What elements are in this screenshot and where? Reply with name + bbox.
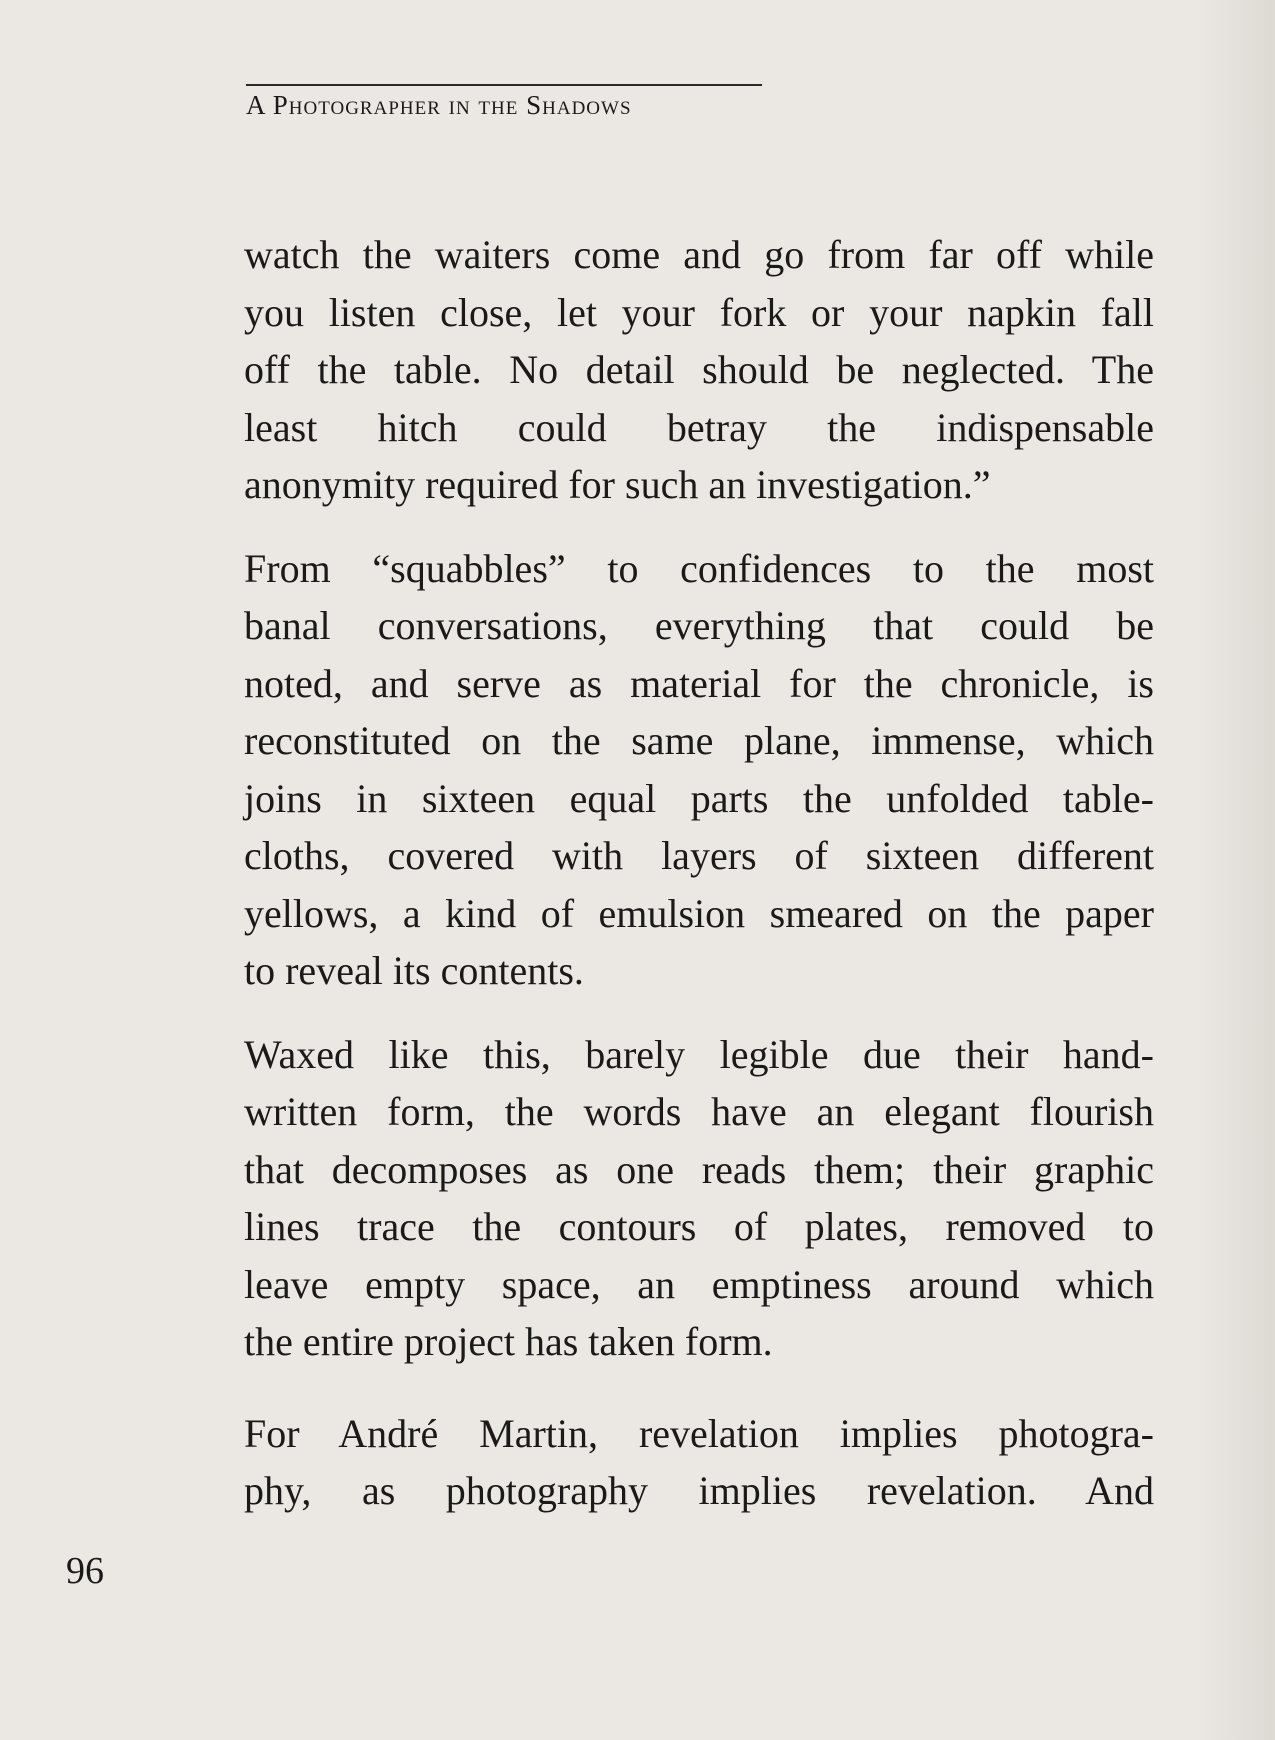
text-line: phy, as photography implies revelation. And	[244, 1468, 1154, 1513]
text-line: banal conversations, everything that could be	[244, 603, 1154, 648]
text-line: that decomposes as one reads them; their graphic	[244, 1146, 1154, 1192]
text-line: For André Martin, revelation implies photogra-	[244, 1410, 1154, 1456]
text-line: watch the waiters come and go from far off while	[244, 232, 1154, 277]
text-line: From “squabbles” to confidences to the most	[244, 545, 1154, 591]
text-line: cloths, covered with layers of sixteen different	[244, 833, 1154, 878]
paragraph-2	[244, 540, 1154, 1000]
text-line: to reveal its contents.	[244, 948, 584, 993]
paragraph-3	[244, 1026, 1154, 1371]
body-text	[244, 226, 1154, 1546]
text-line: the entire project has taken form.	[244, 1319, 773, 1364]
text-line: yellows, a kind of emulsion smeared on the paper	[244, 890, 1154, 936]
page-edge-shadow	[1195, 0, 1275, 1740]
text-line: lines trace the contours of plates, removed to	[244, 1204, 1154, 1249]
text-line: you listen close, let your fork or your napkin fall	[244, 289, 1154, 335]
running-head	[246, 84, 762, 119]
page-number: 96	[66, 1550, 104, 1592]
text-line: off the table. No detail should be neglected. The	[244, 347, 1154, 392]
running-head-title: A Photographer in the Shadows	[246, 90, 632, 120]
text-line: written form, the words have an elegant flourish	[244, 1089, 1154, 1134]
text-line: noted, and serve as material for the chronicle, is	[244, 660, 1154, 706]
paragraph-4	[244, 1405, 1154, 1520]
text-line: anonymity required for such an investigation.”	[244, 462, 991, 507]
text-line: reconstituted on the same plane, immense, which	[244, 718, 1154, 763]
text-line: leave empty space, an emptiness around which	[244, 1261, 1154, 1307]
paragraph-1	[244, 226, 1154, 514]
text-line: joins in sixteen equal parts the unfolded table-	[244, 775, 1154, 821]
text-line: Waxed like this, barely legible due their hand-	[244, 1031, 1154, 1077]
text-line: least hitch could betray the indispensable	[244, 404, 1154, 450]
